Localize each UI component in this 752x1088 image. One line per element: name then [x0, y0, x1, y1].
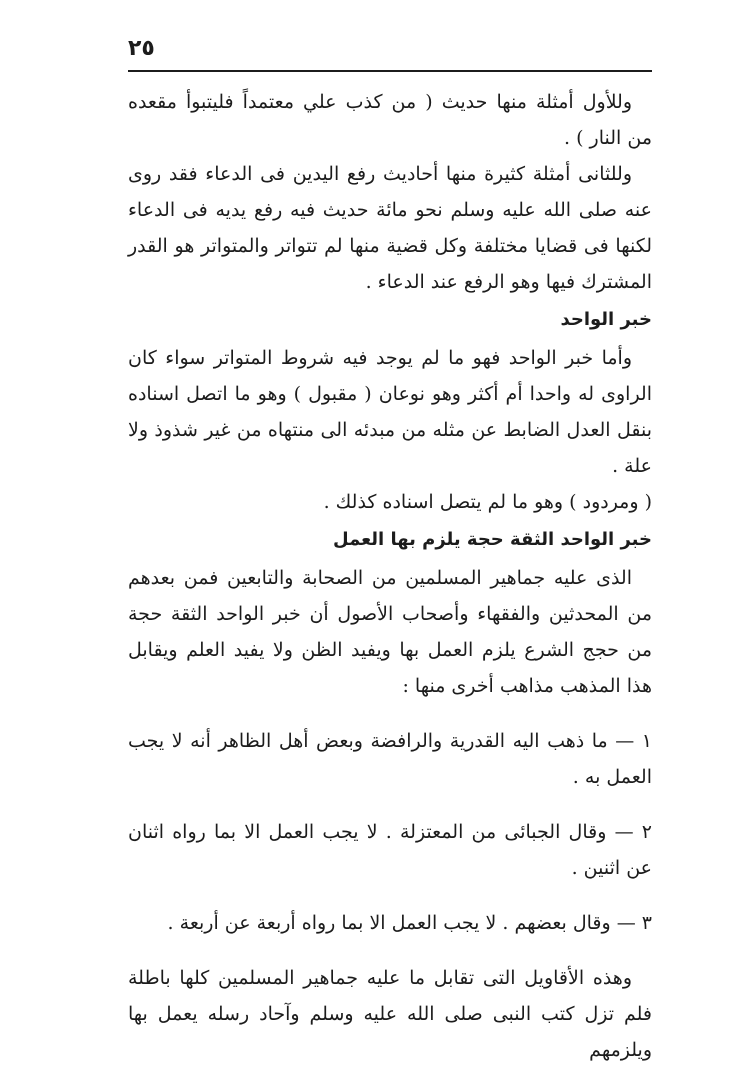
paragraph: وأما خبر الواحد فهو ما لم يوجد فيه شروط المتواتر سواء كان الراوى له واحدا أم أكثر وهو نوعان ( مقبول ) وهو ما اتصل اسناده بنقل العدل الضابط عن مثله من مبدئه الى منتهاه من غير شذوذ ولا علة . [128, 347, 652, 477]
page-body [128, 84, 652, 1068]
section-heading: خبر الواحد [560, 309, 652, 330]
list-item: ٣ — وقال بعضهم . لا يجب العمل الا بما رواه أربعة عن أربعة . [167, 912, 652, 934]
paragraph: ( ومردود ) وهو ما لم يتصل اسناده كذلك . [323, 491, 652, 513]
paragraph: وهذه الأقاويل التى تقابل ما عليه جماهير المسلمين كلها باطلة فلم تزل كتب النبى صلى الله عليه وسلم وآحاد رسله يعمل بها ويلزمهم [128, 967, 652, 1061]
paragraph: وللأول أمثلة منها حديث ( من كذب علي معتمداً فليتبوأ مقعده من النار ) . [128, 91, 652, 149]
section-heading: خبر الواحد الثقة حجة يلزم بها العمل [333, 529, 652, 550]
page-number: ٢٥ [128, 36, 155, 61]
paragraph: الذى عليه جماهير المسلمين من الصحابة والتابعين فمن بعدهم من المحدثين والفقهاء وأصحاب الأصول أن خبر الواحد الثقة حجة من حجج الشرع يلزم العمل بها ويفيد الظن ولا يفيد العلم ويقابل هذا المذهب مذاهب أخرى منها : [128, 567, 652, 697]
list-item: ٢ — وقال الجبائى من المعتزلة . لا يجب العمل الا بما رواه اثنان عن اثنين . [128, 821, 652, 879]
paragraph: وللثانى أمثلة كثيرة منها أحاديث رفع اليدين فى الدعاء فقد روى عنه صلى الله عليه وسلم نحو مائة حديث فيه رفع يديه فى الدعاء لكنها فى قضايا مختلفة وكل قضية منها لم تتواتر والمتواتر هو القدر المشترك فيها وهو الرفع عند الدعاء . [128, 163, 652, 293]
header-rule [128, 70, 652, 72]
list-item: ١ — ما ذهب اليه القدرية والرافضة وبعض أهل الظاهر أنه لا يجب العمل به . [128, 730, 652, 788]
